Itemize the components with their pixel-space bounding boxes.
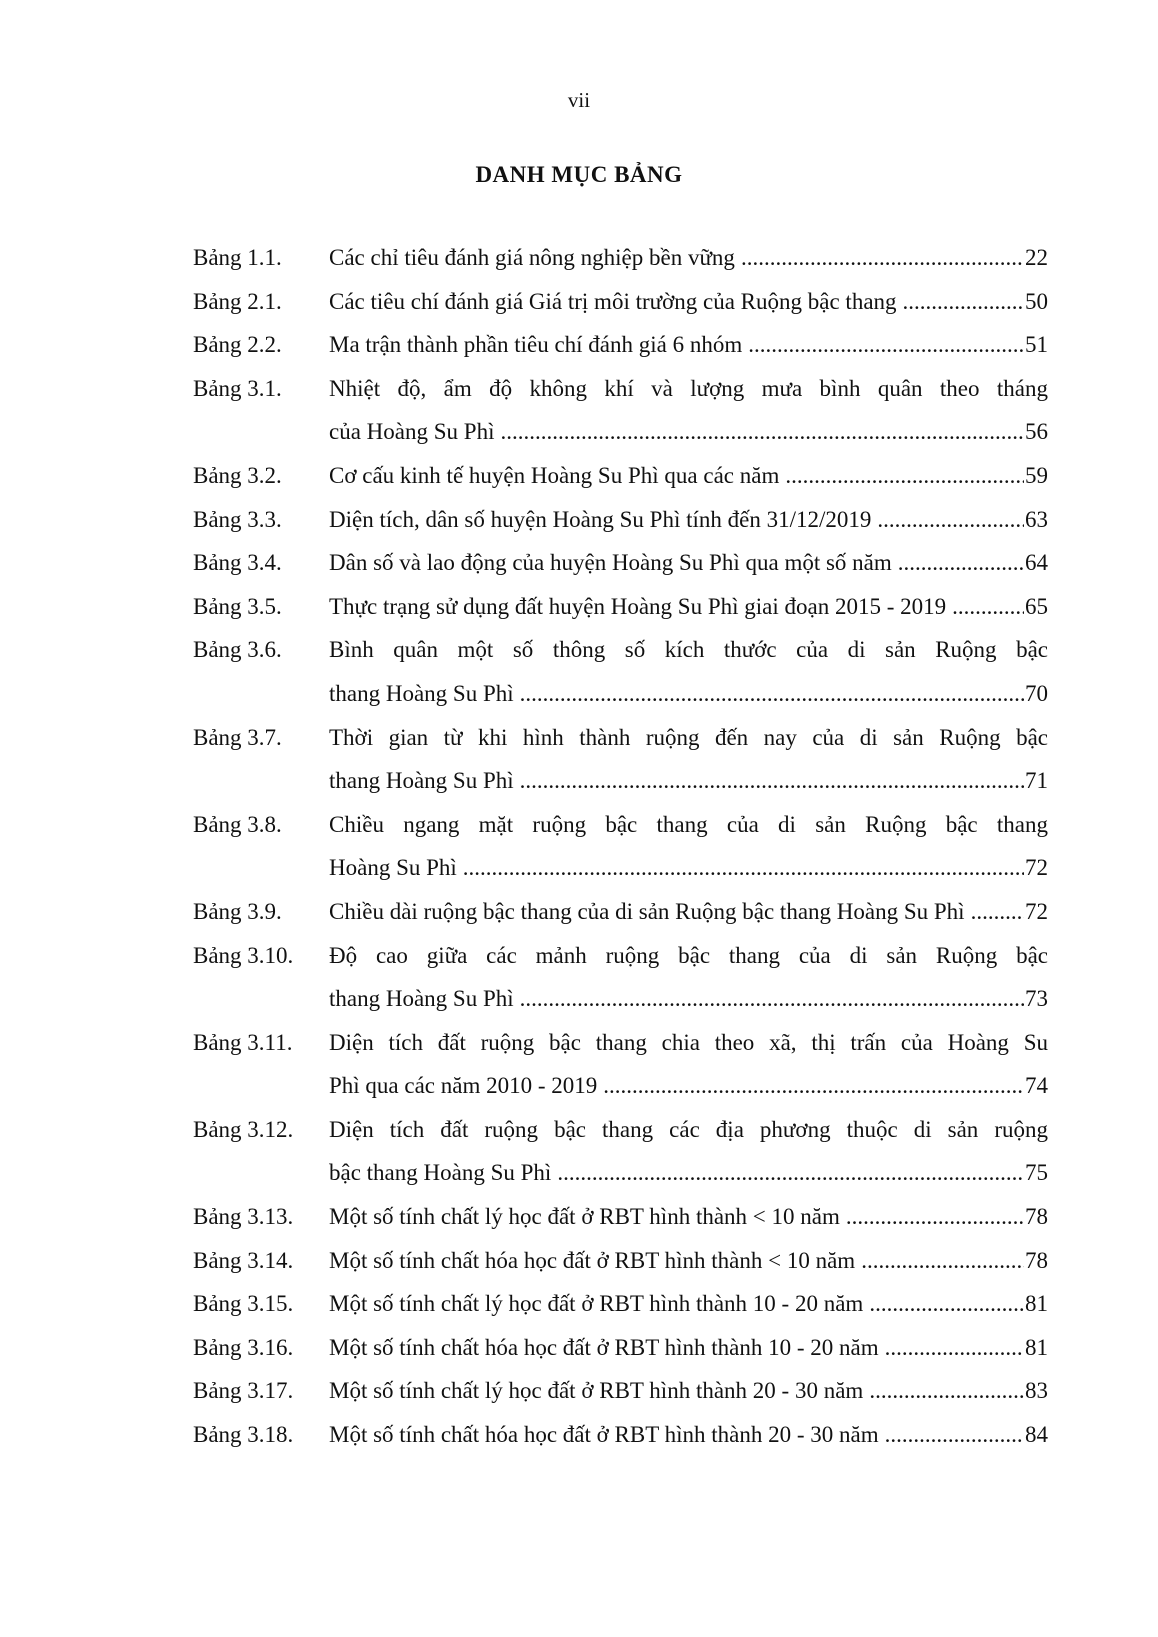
dot-leader [898,541,1024,585]
entry-page-number: 75 [1025,1160,1048,1186]
entry-final-line [329,1326,1048,1370]
entry-final-line [329,672,1048,716]
entry-label: Bảng 2.2. [193,332,282,358]
entry-final-line [329,1369,1048,1413]
entry-title-line: Nhiệt độ, ẩm độ không khí và lượng mưa bình quân theo tháng [329,375,1048,401]
entry-label: Bảng 3.11. [193,1029,293,1055]
entry-label: Bảng 3.3. [193,506,282,532]
entry-final-line [329,1195,1048,1239]
entry-page-number: 22 [1025,245,1048,270]
entry-final-line [329,454,1048,498]
entry-body [329,1108,1048,1195]
entry-label: Bảng 3.7. [193,724,282,750]
entry-body [329,367,1048,454]
entry-label: Bảng 3.8. [193,811,282,837]
dot-leader [869,1282,1024,1326]
entry-page-number: 63 [1025,506,1048,532]
entry-body [329,1413,1048,1457]
entry-title: Một số tính chất lý học đất ở RBT hình thành < 10 năm [329,1204,840,1230]
entry-page-number: 81 [1025,1291,1048,1317]
entry-final-line [329,498,1048,542]
entry-title: Hoàng Su Phì [329,855,457,881]
entry-title: Các tiêu chí đánh giá Giá trị môi trường của Ruộng bậc thang [329,288,897,314]
entry-page-number: 72 [1025,855,1048,881]
entry-label: Bảng 2.1. [193,288,282,314]
entry-body [329,498,1048,542]
entry-label: Bảng 3.12. [193,1116,294,1142]
entry-title-line: Bình quân một số thông số kích thước của di sản Ruộng bậc [329,637,1048,663]
entry-final-line [329,236,1048,280]
dot-leader [877,498,1024,542]
toc-entry[interactable] [193,498,1048,542]
entry-title: thang Hoàng Su Phì [329,680,514,706]
entry-title: thang Hoàng Su Phì [329,768,514,794]
toc-entry[interactable] [193,367,1048,454]
entry-title: Ma trận thành phần tiêu chí đánh giá 6 nhóm [329,332,743,358]
entry-label: Bảng 3.17. [193,1378,294,1404]
dot-leader [885,1413,1024,1457]
entry-body [329,628,1048,715]
entry-final-line [329,541,1048,585]
dot-leader [748,323,1024,367]
entry-final-line [329,1413,1048,1457]
entry-body [329,1369,1048,1413]
toc-entry[interactable] [193,1326,1048,1370]
entry-page-number: 70 [1025,680,1048,706]
entry-page-number: 73 [1025,986,1048,1012]
toc-entry[interactable] [193,803,1048,890]
entry-title: Chiều dài ruộng bậc thang của di sản Ruộng bậc thang Hoàng Su Phì [329,898,965,924]
entry-title: Cơ cấu kinh tế huyện Hoàng Su Phì qua các năm [329,462,780,488]
entry-final-line [329,1239,1048,1283]
table-of-contents [193,236,1048,1457]
entry-label: Bảng 3.4. [193,550,282,576]
entry-page-number: 72 [1025,898,1048,924]
entry-title: Dân số và lao động của huyện Hoàng Su Phì qua một số năm [329,550,892,576]
dot-leader [846,1195,1024,1239]
dot-leader [520,977,1024,1021]
entry-body [329,236,1048,280]
toc-entry[interactable] [193,585,1048,629]
entry-title-line: Độ cao giữa các mảnh ruộng bậc thang của di sản Ruộng bậc [329,942,1048,968]
toc-entry[interactable] [193,454,1048,498]
toc-entry[interactable] [193,1195,1048,1239]
entry-title: bậc thang Hoàng Su Phì [329,1160,552,1186]
entry-page-number: 84 [1025,1422,1048,1448]
entry-body [329,1021,1048,1108]
dot-leader [463,846,1024,890]
entry-title: Một số tính chất lý học đất ở RBT hình thành 20 - 30 năm [329,1378,864,1404]
dot-leader [903,280,1024,324]
entry-label: Bảng 3.5. [193,593,282,619]
entry-body [329,1239,1048,1283]
entry-label: Bảng 3.1. [193,375,282,401]
entry-page-number: 51 [1025,332,1048,358]
entry-title: Các chỉ tiêu đánh giá nông nghiệp bền vững [329,245,735,270]
dot-leader [741,236,1024,280]
entry-page-number: 83 [1025,1378,1048,1404]
entry-label: Bảng 3.18. [193,1422,294,1448]
entry-label: Bảng 3.9. [193,898,282,924]
entry-title-line: Thời gian từ khi hình thành ruộng đến nay của di sản Ruộng bậc [329,724,1048,750]
entry-page-number: 50 [1025,288,1048,314]
entry-title: Một số tính chất hóa học đất ở RBT hình thành < 10 năm [329,1247,856,1273]
entry-final-line [329,323,1048,367]
dot-leader [885,1326,1024,1370]
entry-page-number: 78 [1025,1247,1048,1273]
page-number: vii [567,88,591,112]
entry-title: thang Hoàng Su Phì [329,986,514,1012]
entry-body [329,934,1048,1021]
entry-page-number: 65 [1025,593,1048,619]
entry-title: Một số tính chất hóa học đất ở RBT hình thành 10 - 20 năm [329,1334,879,1360]
entry-final-line [329,280,1048,324]
dot-leader [557,1151,1024,1195]
entry-page-number: 64 [1025,550,1048,576]
entry-label: Bảng 3.15. [193,1291,294,1317]
entry-body [329,716,1048,803]
entry-page-number: 74 [1025,1073,1048,1099]
entry-body [329,541,1048,585]
entry-title-line: Chiều ngang mặt ruộng bậc thang của di sản Ruộng bậc thang [329,811,1048,837]
toc-entry[interactable] [193,1239,1048,1283]
entry-body [329,1195,1048,1239]
entry-title: Một số tính chất hóa học đất ở RBT hình thành 20 - 30 năm [329,1422,879,1448]
toc-entry[interactable] [193,1413,1048,1457]
entry-title: Diện tích, dân số huyện Hoàng Su Phì tính đến 31/12/2019 [329,506,872,532]
dot-leader [861,1239,1024,1283]
entry-label: Bảng 3.2. [193,462,282,488]
entry-page-number: 81 [1025,1334,1048,1360]
entry-title-line: Diện tích đất ruộng bậc thang chia theo xã, thị trấn của Hoàng Su [329,1029,1048,1055]
entry-label: Bảng 3.16. [193,1334,294,1360]
entry-title-line: Diện tích đất ruộng bậc thang các địa phương thuộc di sản ruộng [329,1116,1048,1142]
entry-body [329,803,1048,890]
dot-leader [520,672,1024,716]
entry-body [329,454,1048,498]
dot-leader [952,585,1024,629]
toc-entry[interactable] [193,323,1048,367]
toc-entry[interactable] [193,934,1048,1021]
entry-final-line [329,410,1048,454]
dot-leader [603,1064,1024,1108]
entry-title: của Hoàng Su Phì [329,419,495,445]
entry-page-number: 56 [1025,419,1048,445]
toc-entry[interactable] [193,236,1048,280]
entry-final-line [329,977,1048,1021]
entry-label: Bảng 3.10. [193,942,294,968]
dot-leader [500,410,1024,454]
entry-label: Bảng 3.14. [193,1247,294,1273]
entry-title: Một số tính chất lý học đất ở RBT hình thành 10 - 20 năm [329,1291,864,1317]
entry-final-line [329,890,1048,934]
entry-page-number: 59 [1025,462,1048,488]
entry-body [329,890,1048,934]
entry-title: Thực trạng sử dụng đất huyện Hoàng Su Phì giai đoạn 2015 - 2019 [329,593,947,619]
entry-body [329,1326,1048,1370]
entry-final-line [329,1064,1048,1108]
toc-entry[interactable] [193,890,1048,934]
entry-final-line [329,1151,1048,1195]
toc-entry[interactable] [193,716,1048,803]
dot-leader [869,1369,1024,1413]
entry-body [329,323,1048,367]
toc-entry[interactable] [193,628,1048,715]
dot-leader [520,759,1024,803]
dot-leader [785,454,1024,498]
entry-body [329,585,1048,629]
entry-final-line [329,846,1048,890]
entry-label: Bảng 3.6. [193,637,282,663]
entry-body [329,280,1048,324]
toc-entry[interactable] [193,1369,1048,1413]
entry-label: Bảng 3.13. [193,1204,294,1230]
toc-entry[interactable] [193,280,1048,324]
dot-leader [971,890,1024,934]
entry-body [329,1282,1048,1326]
entry-final-line [329,759,1048,803]
entry-final-line [329,1282,1048,1326]
entry-page-number: 71 [1025,768,1048,794]
entry-final-line [329,585,1048,629]
toc-entry[interactable] [193,541,1048,585]
toc-entry[interactable] [193,1108,1048,1195]
entry-label: Bảng 1.1. [193,245,282,270]
page-title: DANH MỤC BẢNG [475,162,683,187]
entry-page-number: 78 [1025,1204,1048,1230]
toc-entry[interactable] [193,1021,1048,1108]
toc-entry[interactable] [193,1282,1048,1326]
entry-title: Phì qua các năm 2010 - 2019 [329,1073,598,1099]
